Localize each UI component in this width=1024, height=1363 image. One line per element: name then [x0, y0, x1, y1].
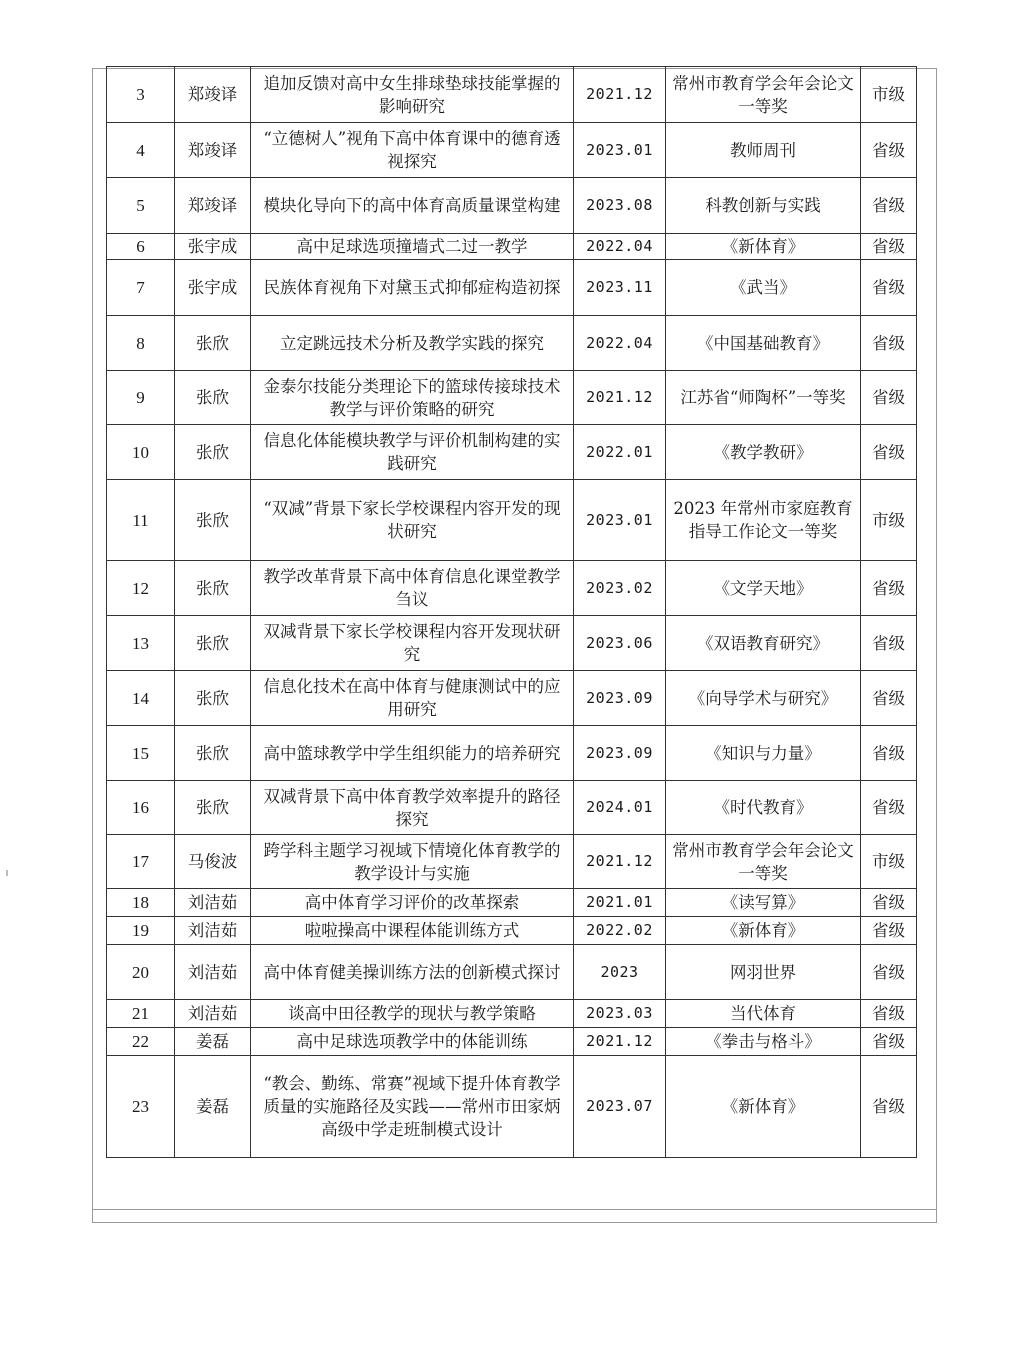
cell-author: 张欣	[175, 671, 251, 726]
cell-date: 2021.12	[574, 67, 666, 123]
cell-level: 省级	[861, 561, 917, 616]
cell-author: 郑竣译	[175, 123, 251, 178]
cell-level: 省级	[861, 1056, 917, 1158]
papers-table	[106, 66, 917, 1158]
cell-level: 省级	[861, 945, 917, 1000]
cell-author: 张欣	[175, 561, 251, 616]
cell-level: 省级	[861, 726, 917, 781]
cell-author: 张欣	[175, 781, 251, 835]
cell-date: 2023.01	[574, 123, 666, 178]
cell-date: 2023.03	[574, 1000, 666, 1028]
cell-author: 郑竣译	[175, 67, 251, 123]
cell-author: 张欣	[175, 616, 251, 671]
cell-title: 高中篮球教学中学生组织能力的培养研究	[251, 726, 574, 781]
cell-author: 张欣	[175, 425, 251, 480]
cell-date: 2021.12	[574, 835, 666, 889]
cell-author: 刘洁茹	[175, 917, 251, 945]
cell-title: 民族体育视角下对黛玉式抑郁症构造初探	[251, 260, 574, 316]
cell-date: 2023.08	[574, 178, 666, 234]
cell-date: 2024.01	[574, 781, 666, 835]
cell-venue: 当代体育	[666, 1000, 861, 1028]
cell-title: 追加反馈对高中女生排球垫球技能掌握的影响研究	[251, 67, 574, 123]
table-row	[107, 616, 917, 671]
cell-index: 5	[107, 178, 175, 234]
table-row	[107, 726, 917, 781]
cell-author: 郑竣译	[175, 178, 251, 234]
table-row	[107, 1000, 917, 1028]
cell-level: 省级	[861, 425, 917, 480]
cell-level: 省级	[861, 234, 917, 260]
cell-date: 2023.11	[574, 260, 666, 316]
table-row	[107, 371, 917, 425]
cell-title: 高中足球选项撞墙式二过一教学	[251, 234, 574, 260]
cell-title: 立定跳远技术分析及教学实践的探究	[251, 316, 574, 371]
table-row	[107, 561, 917, 616]
cell-level: 省级	[861, 1000, 917, 1028]
table-row	[107, 889, 917, 917]
cell-title: “双减”背景下家长学校课程内容开发的现状研究	[251, 480, 574, 561]
cell-level: 省级	[861, 371, 917, 425]
cell-index: 19	[107, 917, 175, 945]
cell-title: “教会、勤练、常赛”视域下提升体育教学质量的实施路径及实践——常州市田家炳高级中学走班制模式设计	[251, 1056, 574, 1158]
cell-date: 2022.04	[574, 234, 666, 260]
cell-date: 2023.09	[574, 726, 666, 781]
cell-index: 12	[107, 561, 175, 616]
cell-level: 省级	[861, 123, 917, 178]
table-row	[107, 67, 917, 123]
cell-venue: 《武当》	[666, 260, 861, 316]
cell-venue: 《向导学术与研究》	[666, 671, 861, 726]
cell-index: 20	[107, 945, 175, 1000]
cell-index: 6	[107, 234, 175, 260]
cell-venue: 科教创新与实践	[666, 178, 861, 234]
cell-author: 张宇成	[175, 260, 251, 316]
table-row	[107, 123, 917, 178]
table-row	[107, 234, 917, 260]
cell-index: 21	[107, 1000, 175, 1028]
table-row	[107, 480, 917, 561]
cell-title: 双减背景下家长学校课程内容开发现状研究	[251, 616, 574, 671]
cell-index: 18	[107, 889, 175, 917]
cell-index: 23	[107, 1056, 175, 1158]
cell-author: 张欣	[175, 316, 251, 371]
cell-index: 9	[107, 371, 175, 425]
cell-author: 刘洁茹	[175, 945, 251, 1000]
cell-date: 2021.01	[574, 889, 666, 917]
cell-title: 双减背景下高中体育教学效率提升的路径探究	[251, 781, 574, 835]
cell-venue: 《双语教育研究》	[666, 616, 861, 671]
cell-title: “立德树人”视角下高中体育课中的德育透视探究	[251, 123, 574, 178]
table-row	[107, 945, 917, 1000]
cell-index: 15	[107, 726, 175, 781]
cell-author: 张欣	[175, 371, 251, 425]
cell-venue: 《教学教研》	[666, 425, 861, 480]
cell-index: 8	[107, 316, 175, 371]
cell-venue: 《新体育》	[666, 234, 861, 260]
cell-level: 省级	[861, 316, 917, 371]
cell-title: 高中体育健美操训练方法的创新模式探讨	[251, 945, 574, 1000]
cell-level: 省级	[861, 178, 917, 234]
cell-title: 高中体育学习评价的改革探索	[251, 889, 574, 917]
cell-author: 姜磊	[175, 1056, 251, 1158]
cell-date: 2022.02	[574, 917, 666, 945]
table-row	[107, 260, 917, 316]
cell-level: 省级	[861, 889, 917, 917]
cell-level: 省级	[861, 1028, 917, 1056]
cell-title: 信息化技术在高中体育与健康测试中的应用研究	[251, 671, 574, 726]
cell-venue: 江苏省“师陶杯”一等奖	[666, 371, 861, 425]
cell-index: 14	[107, 671, 175, 726]
cell-title: 啦啦操高中课程体能训练方式	[251, 917, 574, 945]
cell-date: 2023	[574, 945, 666, 1000]
cell-index: 11	[107, 480, 175, 561]
cell-level: 省级	[861, 260, 917, 316]
cell-author: 张欣	[175, 480, 251, 561]
cell-level: 市级	[861, 835, 917, 889]
cell-date: 2023.06	[574, 616, 666, 671]
papers-table-body	[107, 67, 917, 1158]
cell-date: 2023.07	[574, 1056, 666, 1158]
cell-venue: 常州市教育学会年会论文一等奖	[666, 835, 861, 889]
cell-date: 2021.12	[574, 1028, 666, 1056]
cell-author: 刘洁茹	[175, 1000, 251, 1028]
cell-title: 教学改革背景下高中体育信息化课堂教学刍议	[251, 561, 574, 616]
table-row	[107, 425, 917, 480]
cell-title: 金泰尔技能分类理论下的篮球传接球技术教学与评价策略的研究	[251, 371, 574, 425]
cell-venue: 《拳击与格斗》	[666, 1028, 861, 1056]
cell-index: 3	[107, 67, 175, 123]
cell-level: 省级	[861, 616, 917, 671]
cell-level: 省级	[861, 671, 917, 726]
cell-venue: 常州市教育学会年会论文一等奖	[666, 67, 861, 123]
cell-index: 7	[107, 260, 175, 316]
cell-author: 刘洁茹	[175, 889, 251, 917]
table-row	[107, 1056, 917, 1158]
cell-index: 17	[107, 835, 175, 889]
cell-venue: 《读写算》	[666, 889, 861, 917]
cell-index: 13	[107, 616, 175, 671]
cell-date: 2023.02	[574, 561, 666, 616]
cell-date: 2023.09	[574, 671, 666, 726]
table-row	[107, 316, 917, 371]
cell-date: 2023.01	[574, 480, 666, 561]
cell-index: 10	[107, 425, 175, 480]
cell-author: 马俊波	[175, 835, 251, 889]
cell-title: 跨学科主题学习视域下情境化体育教学的教学设计与实施	[251, 835, 574, 889]
cell-date: 2022.04	[574, 316, 666, 371]
cell-index: 16	[107, 781, 175, 835]
table-row	[107, 1028, 917, 1056]
cell-title: 信息化体能模块教学与评价机制构建的实践研究	[251, 425, 574, 480]
cell-venue: 《新体育》	[666, 1056, 861, 1158]
table-row	[107, 917, 917, 945]
papers-table-container	[106, 66, 916, 1158]
cell-title: 高中足球选项教学中的体能训练	[251, 1028, 574, 1056]
cell-venue: 《时代教育》	[666, 781, 861, 835]
cell-venue: 教师周刊	[666, 123, 861, 178]
cell-venue: 网羽世界	[666, 945, 861, 1000]
cell-venue: 《中国基础教育》	[666, 316, 861, 371]
cell-author: 张欣	[175, 726, 251, 781]
cell-venue: 《知识与力量》	[666, 726, 861, 781]
cell-date: 2022.01	[574, 425, 666, 480]
scan-mark	[6, 870, 8, 876]
cell-level: 市级	[861, 480, 917, 561]
cell-level: 市级	[861, 67, 917, 123]
cell-author: 姜磊	[175, 1028, 251, 1056]
cell-level: 省级	[861, 917, 917, 945]
cell-date: 2021.12	[574, 371, 666, 425]
table-row	[107, 671, 917, 726]
cell-level: 省级	[861, 781, 917, 835]
cell-venue: 《文学天地》	[666, 561, 861, 616]
cell-title: 谈高中田径教学的现状与教学策略	[251, 1000, 574, 1028]
table-row	[107, 835, 917, 889]
cell-venue: 2023 年常州市家庭教育指导工作论文一等奖	[666, 480, 861, 561]
table-row	[107, 178, 917, 234]
cell-author: 张宇成	[175, 234, 251, 260]
cell-index: 4	[107, 123, 175, 178]
cell-index: 22	[107, 1028, 175, 1056]
cell-title: 模块化导向下的高中体育高质量课堂构建	[251, 178, 574, 234]
cell-venue: 《新体育》	[666, 917, 861, 945]
page-frame-divider	[92, 1209, 937, 1210]
table-row	[107, 781, 917, 835]
